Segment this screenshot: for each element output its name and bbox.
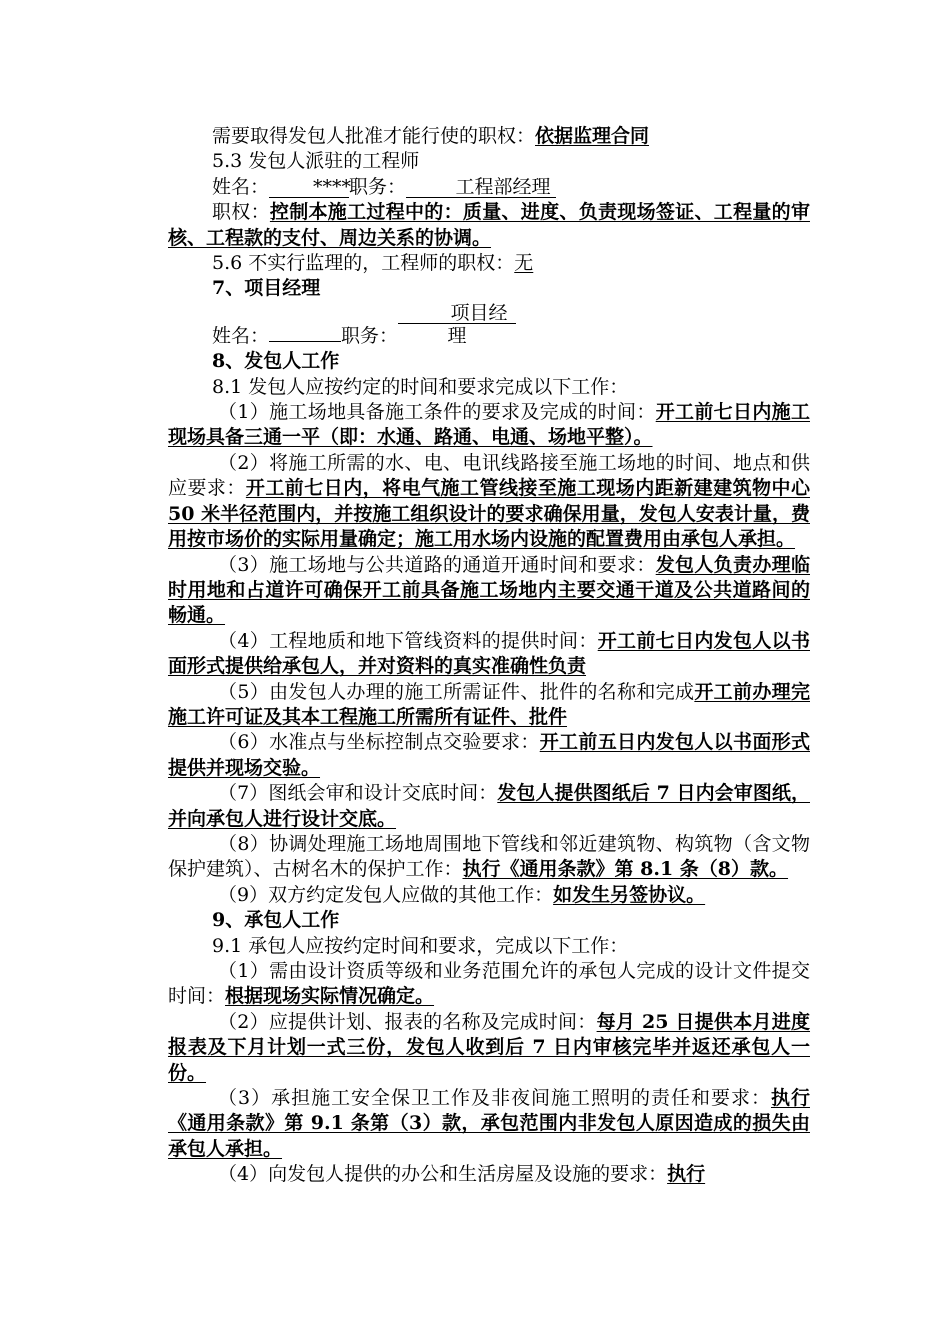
employer-item-9: （9）双方约定发包人应做的其他工作：如发生另签协议。 xyxy=(218,883,706,906)
document-body xyxy=(168,124,810,1188)
section-5-6: 5.6 不实行监理的，工程师的职权：无 xyxy=(212,252,534,275)
employer-item-4: （4）工程地质和地下管线资料的提供时间：开工前七日内发包人以书面形式提供给承包人，并对资料的真实准确性负责 xyxy=(168,629,810,678)
contractor-item-2: （2）应提供计划、报表的名称及完成时间：每月 25 日提供本月进度报表及下月计划一式三份，发包人收到后 7 日内审核完毕并返还承包人一份。 xyxy=(168,1010,811,1084)
engineer-powers-line: 职权：控制本施工过程中的：质量、进度、负责现场签证、工程量的审核、工程款的支付、周边关系的协调。 xyxy=(168,201,810,249)
employer-item-3: （3）施工场地与公共道路的通道开通时间和要求：发包人负责办理临时用地和占道许可确保开工前具备施工场地内主要交通干道及公共道路间的畅通。 xyxy=(168,553,810,627)
contractor-item-3: （3）承担施工安全保卫工作及非夜间施工照明的责任和要求：执行《通用条款》第 9.1 条第（3）款，承包范围内非发包人原因造成的损失由承包人承担。 xyxy=(168,1087,810,1160)
employer-item-2: （2）将施工所需的水、电、电讯线路接至施工场地的时间、地点和供应要求：开工前七日内，将电气施工管线接至施工现场内距新建建筑物中心 50 米半径范围内，并按施工组织设计的要求确保用量，发包人安表计量，费用按市场价的实际用量确定；施工用水场内设施的配置费用由承包人承担。 xyxy=(168,451,810,551)
employer-item-7: （7）图纸会审和设计交底时间：发包人提供图纸后 7 日内会审图纸，并向承包人进行设计交底。 xyxy=(168,782,810,830)
pm-name-line: 姓名： 职务：项目经理 xyxy=(168,302,810,349)
approval-powers-line: 需要取得发包人批准才能行使的职权：依据监理合同 xyxy=(212,125,650,147)
employer-item-6: （6）水准点与坐标控制点交验要求：开工前五日内发包人以书面形式提供并现场交验。 xyxy=(168,731,810,779)
employer-item-1: （1）施工场地具备施工条件的要求及完成的时间：开工前七日内施工现场具备三通一平（即：水通、路通、电通、场地平整）。 xyxy=(168,401,810,449)
contractor-item-4: （4）向发包人提供的办公和生活房屋及设施的要求：执行 xyxy=(218,1163,706,1186)
employer-item-8: （8）协调处理施工场地周围地下管线和邻近建筑物、构筑物（含文物保护建筑）、古树名木的保护工作：执行《通用条款》第 8.1 条（8）款。 xyxy=(168,832,810,881)
section-9-1: 9.1 承包人应按约定时间和要求，完成以下工作： xyxy=(212,934,629,957)
pm-name-blank xyxy=(269,320,341,342)
employer-item-5: （5）由发包人办理的施工所需证件、批件的名称和完成开工前办理完施工许可证及其本工程施工所需所有证件、批件 xyxy=(168,680,810,728)
engineer-powers-value: 控制本施工过程中的：质量、进度、负责现场签证、工程量的审核、工程款的支付、周边关系的协调。 xyxy=(168,201,810,249)
section-8-1: 8.1 发包人应按约定的时间和要求完成以下工作： xyxy=(212,375,629,398)
pm-title-value: 项目经理 xyxy=(398,302,516,324)
section-5-3: 5.3 发包人派驻的工程师 xyxy=(212,150,420,173)
heading-contractor-work: 9、承包人工作 xyxy=(212,909,340,932)
contractor-item-1: （1）需由设计资质等级和业务范围允许的承包人完成的设计文件提交时间：根据现场实际情况确定。 xyxy=(168,960,810,1008)
heading-project-manager: 7、项目经理 xyxy=(212,277,321,300)
heading-employer-work: 8、发包人工作 xyxy=(212,350,340,373)
section-5-6-value: 无 xyxy=(514,252,534,275)
engineer-title-value: 工程部经理 xyxy=(406,176,556,198)
engineer-name-value: **** xyxy=(269,176,349,198)
approval-powers-value: 依据监理合同 xyxy=(535,125,650,147)
engineer-name-line: 姓名： ****职务： 工程部经理 xyxy=(168,175,810,200)
